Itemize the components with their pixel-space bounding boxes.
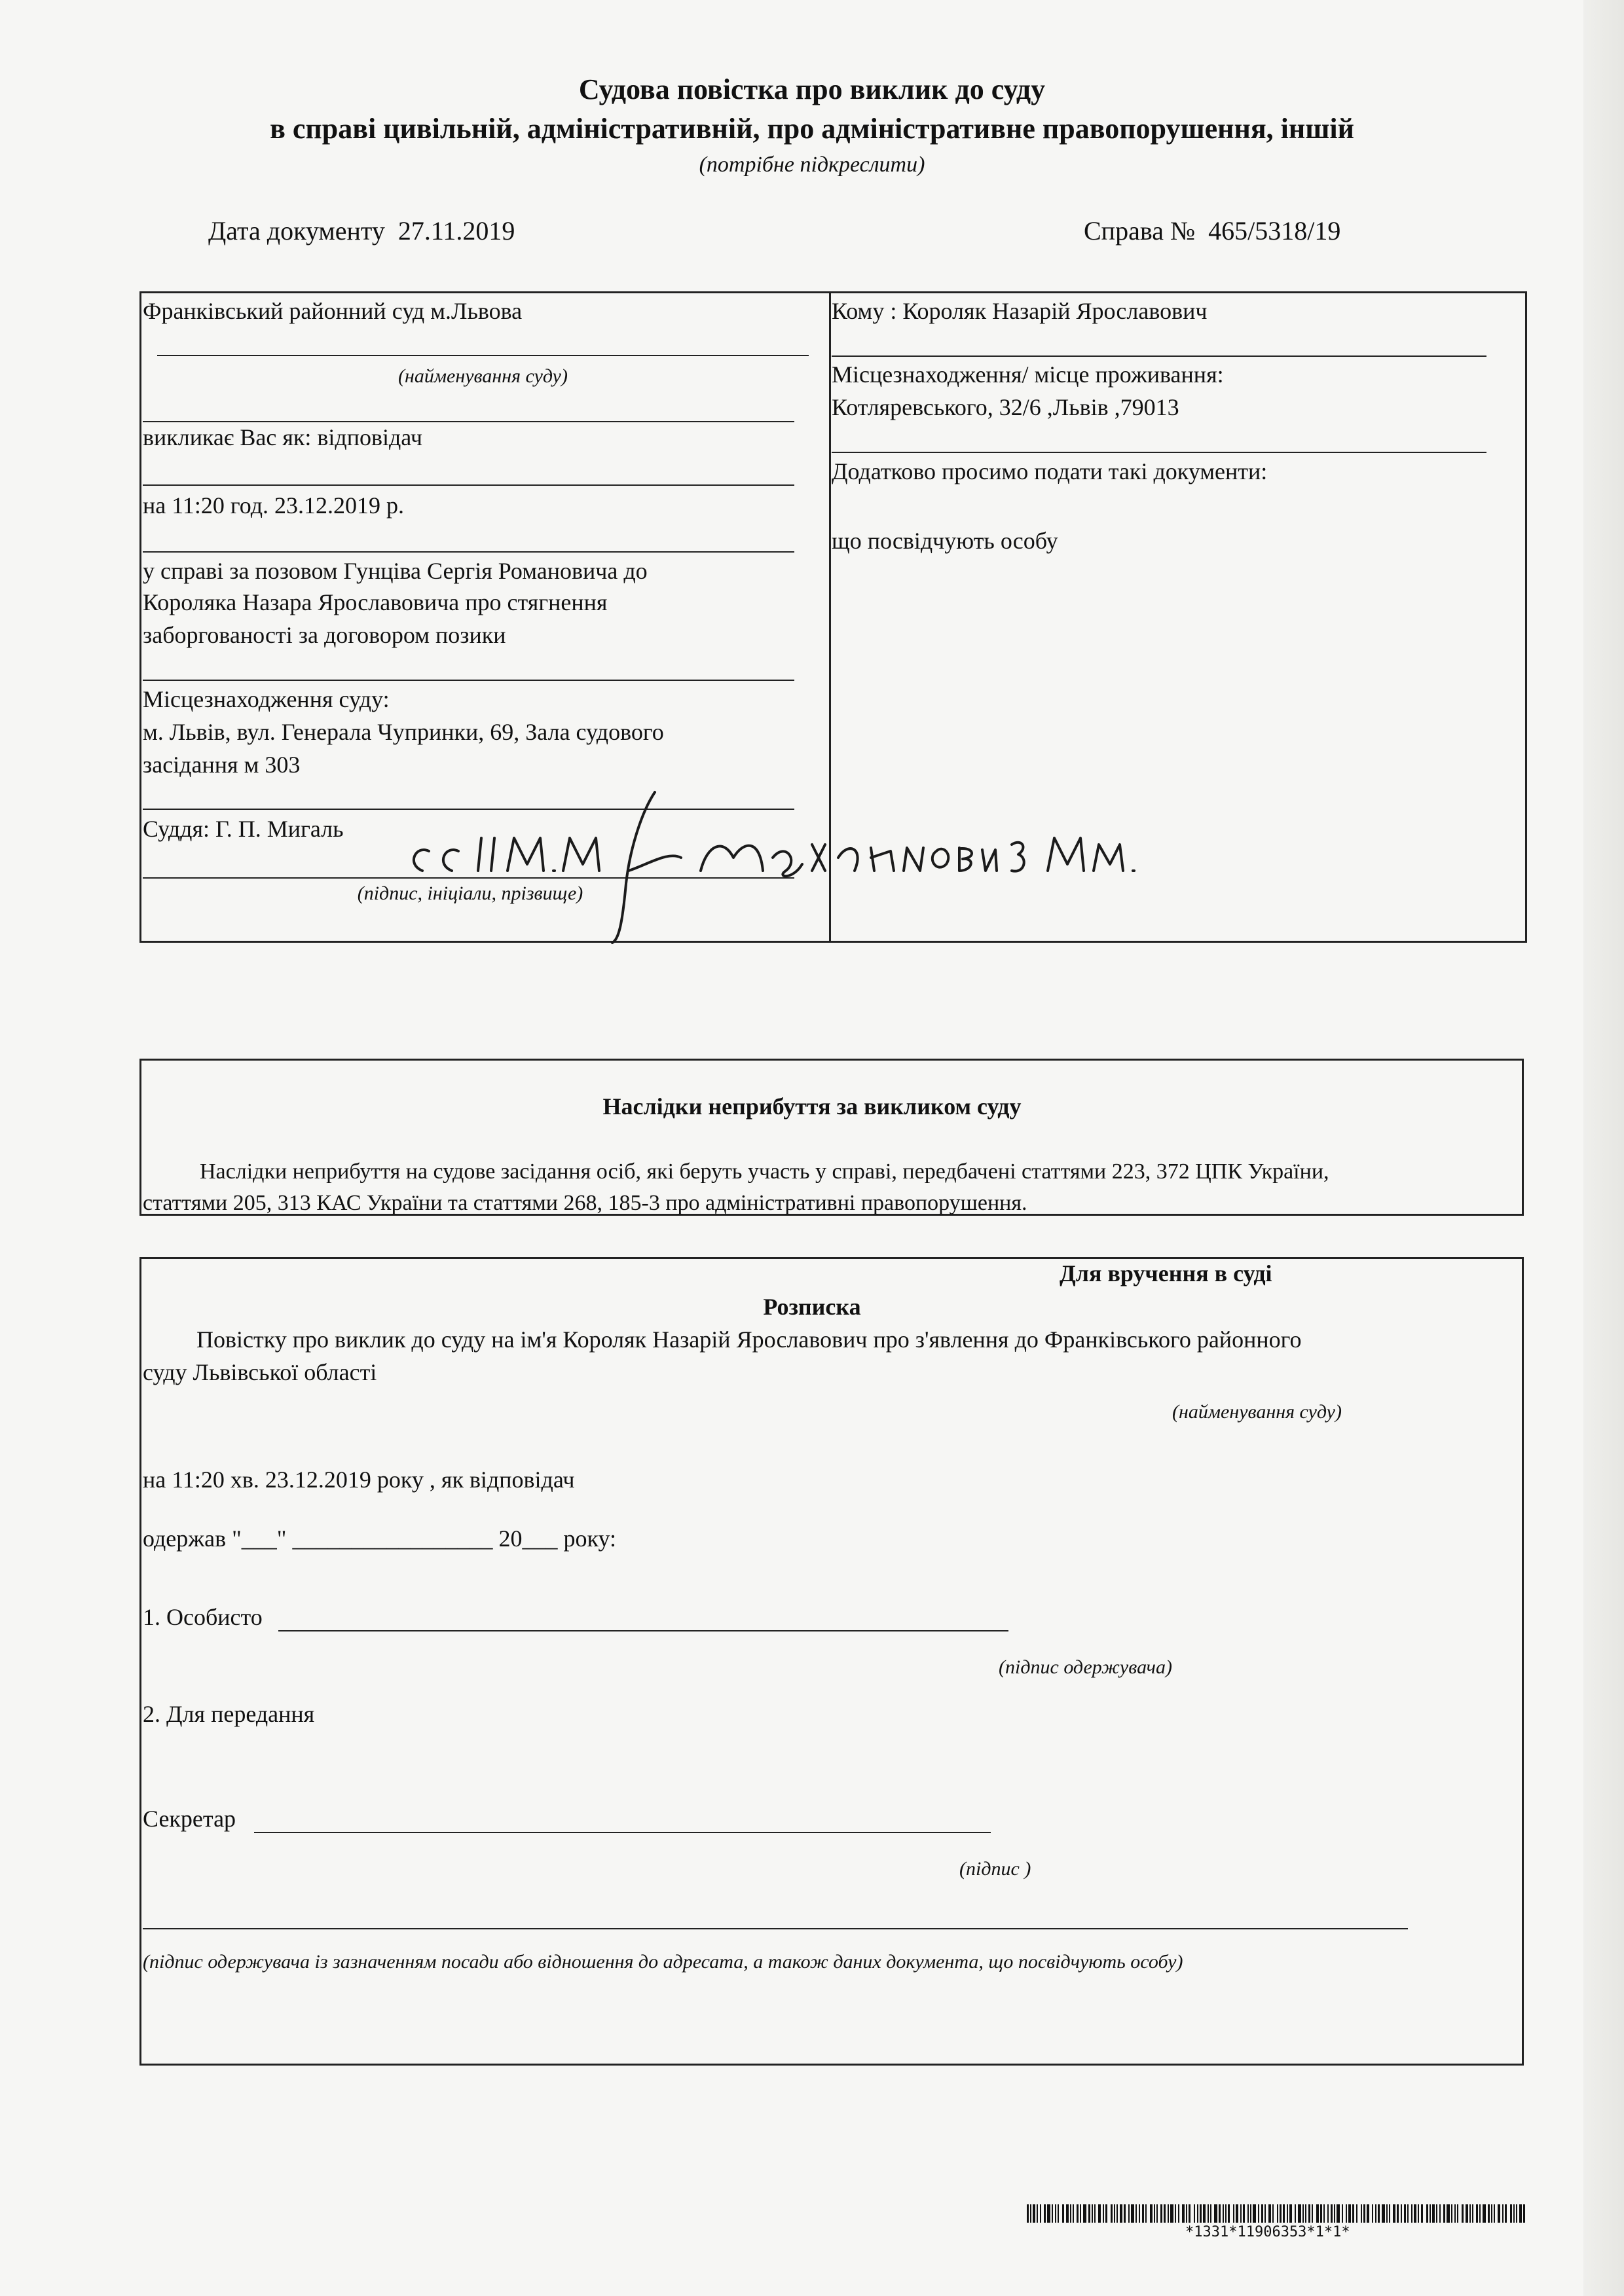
residence-label: Місцезнаходження/ місце проживання: bbox=[832, 361, 1224, 388]
barcode-bar bbox=[1287, 2204, 1288, 2223]
barcode-bar bbox=[1510, 2204, 1512, 2223]
barcode-bar bbox=[1070, 2204, 1071, 2223]
barcode-bar bbox=[1348, 2204, 1351, 2223]
barcode-bar bbox=[1080, 2204, 1081, 2223]
case-description-line-2: Короляка Назара Ярославовича про стягнення bbox=[143, 589, 608, 615]
barcode-bar bbox=[1116, 2204, 1118, 2223]
divider-3 bbox=[143, 551, 794, 553]
barcode-bar bbox=[1305, 2204, 1306, 2223]
residence-value: Котляревського, 32/6 ,Львів ,79013 bbox=[832, 394, 1179, 420]
recipient-underline bbox=[832, 355, 1486, 357]
barcode-bar bbox=[1312, 2204, 1313, 2223]
case-number bbox=[1084, 216, 1340, 246]
barcode-bar bbox=[1516, 2204, 1517, 2223]
barcode-bar bbox=[1418, 2204, 1419, 2223]
barcode-bar bbox=[1283, 2204, 1285, 2223]
barcode-bar bbox=[1094, 2204, 1096, 2223]
barcode-bar bbox=[1519, 2204, 1522, 2223]
barcode-bar bbox=[1200, 2204, 1202, 2223]
secretary-label: Секретар bbox=[143, 1806, 236, 1832]
barcode-bar bbox=[1258, 2204, 1259, 2223]
barcode-bar bbox=[1513, 2204, 1515, 2223]
called-as: викликає Вас як: відповідач bbox=[143, 424, 422, 450]
barcode-bar bbox=[1124, 2204, 1126, 2223]
barcode-bar bbox=[1414, 2204, 1416, 2223]
barcode-bar bbox=[1472, 2204, 1473, 2223]
barcode-bar bbox=[1502, 2204, 1504, 2223]
barcode-bar bbox=[1352, 2204, 1354, 2223]
barcode-bar bbox=[1219, 2204, 1221, 2223]
court-location-label: Місцезнаходження суду: bbox=[143, 686, 390, 712]
barcode-bar bbox=[1033, 2204, 1035, 2223]
barcode-bar bbox=[1466, 2204, 1468, 2223]
barcode-bar bbox=[1382, 2204, 1385, 2223]
barcode-bar bbox=[1393, 2204, 1395, 2223]
barcode-bar bbox=[1040, 2204, 1041, 2223]
barcode-bar bbox=[1261, 2204, 1263, 2223]
barcode-bar bbox=[1168, 2204, 1169, 2223]
barcode-bar bbox=[1367, 2204, 1369, 2223]
barcode-bar bbox=[1208, 2204, 1209, 2223]
court-name: Франківський районний суд м.Львова bbox=[143, 298, 523, 324]
barcode-bar bbox=[1236, 2204, 1238, 2223]
barcode-bar bbox=[1073, 2204, 1074, 2223]
barcode-bar bbox=[1240, 2204, 1242, 2223]
barcode-bar bbox=[1426, 2204, 1428, 2223]
barcode-bar bbox=[1164, 2204, 1166, 2223]
barcode-bar bbox=[1421, 2204, 1423, 2223]
barcode-bar bbox=[1331, 2204, 1333, 2223]
barcode-bar bbox=[1451, 2204, 1452, 2223]
barcode-bar bbox=[1170, 2204, 1173, 2223]
barcode-bar bbox=[1498, 2204, 1500, 2223]
consequences-title: Наслідки неприбуття за викликом суду bbox=[602, 1093, 1022, 1120]
barcode-bar bbox=[1142, 2204, 1144, 2223]
barcode-bar bbox=[1154, 2204, 1155, 2223]
barcode-bar bbox=[1103, 2204, 1104, 2223]
judge-name: Суддя: Г. П. Мигаль bbox=[143, 816, 344, 842]
barcode-bar bbox=[1411, 2204, 1412, 2223]
title-line-2: в справі цивільній, адміністративній, про адміністративне правопорушення, іншій bbox=[270, 113, 1354, 145]
page-edge bbox=[1583, 0, 1624, 2296]
personally-label: 1. Особисто bbox=[143, 1604, 263, 1630]
barcode-bar bbox=[1044, 2204, 1046, 2223]
barcode-bar bbox=[1047, 2204, 1050, 2223]
barcode-bar bbox=[1342, 2204, 1343, 2223]
barcode-bar bbox=[1476, 2204, 1478, 2223]
signature-caption: (підпис, ініціали, прізвище) bbox=[357, 883, 583, 904]
barcode-bar bbox=[1027, 2204, 1029, 2223]
barcode-bar bbox=[1083, 2204, 1086, 2223]
barcode-bar bbox=[1247, 2204, 1249, 2223]
barcode-bar bbox=[1194, 2204, 1195, 2223]
receipt-line-2: суду Львівської області bbox=[143, 1359, 377, 1385]
barcode-bar bbox=[1289, 2204, 1292, 2223]
barcode-bar bbox=[1150, 2204, 1153, 2223]
barcode-bar bbox=[1114, 2204, 1115, 2223]
received-line: одержав "___" _________________ 20___ року: bbox=[143, 1525, 617, 1552]
barcode-bar bbox=[1066, 2204, 1069, 2223]
case-value: 465/5318/19 bbox=[1208, 216, 1341, 246]
barcode-bar bbox=[1092, 2204, 1093, 2223]
barcode-bar bbox=[1432, 2204, 1435, 2223]
barcode-bar bbox=[1277, 2204, 1278, 2223]
barcode-bar bbox=[1233, 2204, 1234, 2223]
barcode-bar bbox=[1131, 2204, 1134, 2223]
documents-value: що посвідчують особу bbox=[832, 528, 1058, 554]
barcode-bar bbox=[1488, 2204, 1490, 2223]
barcode-bar bbox=[1407, 2204, 1409, 2223]
barcode-bar bbox=[1197, 2204, 1198, 2223]
case-description-line-3: заборгованості за договором позики bbox=[143, 622, 506, 648]
for-court-delivery: Для вручення в суді bbox=[1060, 1260, 1272, 1286]
divider-2 bbox=[143, 484, 794, 486]
barcode-bar bbox=[1454, 2204, 1456, 2223]
barcode-bar bbox=[1055, 2204, 1056, 2223]
barcode-bar bbox=[1120, 2204, 1122, 2223]
barcode-bar bbox=[1479, 2204, 1481, 2223]
barcode-bar bbox=[1302, 2204, 1304, 2223]
barcode-bar bbox=[1030, 2204, 1031, 2223]
secretary-signature-line bbox=[254, 1832, 991, 1833]
receipt-time-line: на 11:20 хв. 23.12.2019 року , як відповідач bbox=[143, 1467, 575, 1493]
secretary-sign-caption: (підпис ) bbox=[959, 1858, 1031, 1880]
receipt-line-1: Повістку про виклик до суду на ім'я Короляк Назарій Ярославович про з'явлення до Франківського районного bbox=[196, 1326, 1302, 1353]
barcode-bar bbox=[1098, 2204, 1101, 2223]
receipt-court-caption: (найменування суду) bbox=[1172, 1401, 1342, 1423]
barcode-bar bbox=[1058, 2204, 1059, 2223]
barcode-text: *1331*11906353*1*1* bbox=[1185, 2224, 1350, 2240]
bottom-caption: (підпис одержувача із зазначенням посади або відношення до адресата, а також даних документа, що посвідчують особу) bbox=[143, 1951, 1183, 1973]
barcode-bar bbox=[1178, 2204, 1179, 2223]
barcode-bar bbox=[1228, 2204, 1230, 2223]
barcode-bar bbox=[1280, 2204, 1282, 2223]
document-date bbox=[208, 216, 515, 246]
barcode-bar bbox=[1145, 2204, 1147, 2223]
case-description-line-1: у справі за позовом Гунціва Сергія Романовича до bbox=[143, 558, 648, 584]
barcode bbox=[1027, 2204, 1531, 2223]
barcode-bar bbox=[1439, 2204, 1441, 2223]
barcode-bar bbox=[1386, 2204, 1388, 2223]
barcode-bar bbox=[1243, 2204, 1245, 2223]
barcode-bar bbox=[1430, 2204, 1431, 2223]
barcode-bar bbox=[1156, 2204, 1158, 2223]
court-name-underline bbox=[157, 355, 809, 356]
handwritten-signature bbox=[367, 773, 1139, 949]
barcode-bar bbox=[1378, 2204, 1380, 2223]
barcode-bar bbox=[1323, 2204, 1325, 2223]
barcode-bar bbox=[1375, 2204, 1376, 2223]
for-transfer-label: 2. Для передання bbox=[143, 1701, 315, 1727]
divider-1 bbox=[143, 421, 794, 422]
barcode-bar bbox=[1189, 2204, 1190, 2223]
residence-underline bbox=[832, 452, 1486, 453]
barcode-bar bbox=[1316, 2204, 1319, 2223]
bottom-signature-line bbox=[143, 1928, 1408, 1929]
barcode-bar bbox=[1436, 2204, 1437, 2223]
barcode-bar bbox=[1361, 2204, 1362, 2223]
barcode-bar bbox=[1308, 2204, 1310, 2223]
barcode-bar bbox=[1105, 2204, 1107, 2223]
barcode-bar bbox=[1469, 2204, 1471, 2223]
barcode-bar bbox=[1139, 2204, 1140, 2223]
barcode-bar bbox=[1111, 2204, 1113, 2223]
barcode-bar bbox=[1401, 2204, 1402, 2223]
barcode-bar bbox=[1250, 2204, 1251, 2223]
court-location-line-2: засідання м 303 bbox=[143, 752, 301, 778]
barcode-bar bbox=[1494, 2204, 1495, 2223]
barcode-bar bbox=[1327, 2204, 1329, 2223]
barcode-bar bbox=[1397, 2204, 1399, 2223]
barcode-bar bbox=[1077, 2204, 1079, 2223]
barcode-bar bbox=[1346, 2204, 1347, 2223]
barcode-bar bbox=[1175, 2204, 1176, 2223]
barcode-bar bbox=[1363, 2204, 1365, 2223]
date-label: Дата документу bbox=[208, 216, 385, 246]
recipient-name: Кому : Короляк Назарій Ярославович bbox=[832, 298, 1208, 324]
divider-4 bbox=[143, 680, 794, 681]
barcode-bar bbox=[1443, 2204, 1445, 2223]
barcode-bar bbox=[1298, 2204, 1301, 2223]
barcode-bar bbox=[1356, 2204, 1357, 2223]
barcode-bar bbox=[1523, 2204, 1525, 2223]
barcode-bar bbox=[1491, 2204, 1492, 2223]
date-value: 27.11.2019 bbox=[397, 216, 515, 246]
barcode-bar bbox=[1210, 2204, 1211, 2223]
court-name-caption: (найменування суду) bbox=[398, 365, 568, 387]
barcode-bar bbox=[1223, 2204, 1224, 2223]
barcode-bar bbox=[1253, 2204, 1256, 2223]
subtitle: (потрібне підкреслити) bbox=[699, 153, 925, 177]
case-label: Справа № bbox=[1084, 216, 1196, 246]
barcode-bar bbox=[1447, 2204, 1450, 2223]
barcode-bar bbox=[1037, 2204, 1038, 2223]
barcode-bar bbox=[1457, 2204, 1458, 2223]
title-line-1: Судова повістка про виклик до суду bbox=[578, 73, 1046, 105]
barcode-bar bbox=[1389, 2204, 1390, 2223]
barcode-bar bbox=[1462, 2204, 1464, 2223]
barcode-bar bbox=[1214, 2204, 1217, 2223]
barcode-bar bbox=[1334, 2204, 1335, 2223]
hearing-time: на 11:20 год. 23.12.2019 р. bbox=[143, 492, 405, 519]
barcode-bar bbox=[1264, 2204, 1266, 2223]
barcode-bar bbox=[1088, 2204, 1090, 2223]
barcode-bar bbox=[1062, 2204, 1064, 2223]
barcode-bar bbox=[1320, 2204, 1322, 2223]
personally-signature-line bbox=[278, 1630, 1008, 1631]
barcode-bar bbox=[1182, 2204, 1185, 2223]
barcode-bar bbox=[1372, 2204, 1373, 2223]
receipt-title: Розписка bbox=[763, 1294, 861, 1320]
barcode-bar bbox=[1225, 2204, 1227, 2223]
barcode-bar bbox=[1404, 2204, 1406, 2223]
court-location-line-1: м. Львів, вул. Генерала Чупринки, 69, Зала судового bbox=[143, 719, 664, 745]
barcode-bar bbox=[1052, 2204, 1053, 2223]
barcode-bar bbox=[1128, 2204, 1130, 2223]
barcode-bar bbox=[1135, 2204, 1137, 2223]
barcode-bar bbox=[1295, 2204, 1296, 2223]
barcode-bar bbox=[1203, 2204, 1206, 2223]
barcode-bar bbox=[1160, 2204, 1162, 2223]
barcode-bar bbox=[1483, 2204, 1486, 2223]
recipient-signature-caption: (підпис одержувача) bbox=[999, 1656, 1172, 1678]
consequences-text-line-2: статтями 205, 313 КАС України та статтями 268, 185-3 про адміністративні правопорушення. bbox=[143, 1191, 1027, 1215]
barcode-bar bbox=[1337, 2204, 1340, 2223]
barcode-bar bbox=[1186, 2204, 1187, 2223]
barcode-bar bbox=[1505, 2204, 1507, 2223]
barcode-bar bbox=[1268, 2204, 1271, 2223]
consequences-text-line-1: Наслідки неприбуття на судове засідання осіб, які беруть участь у справі, передбачені статтями 223, 372 ЦПК України, bbox=[200, 1159, 1329, 1184]
documents-label: Додатково просимо подати такі документи: bbox=[832, 458, 1268, 484]
barcode-bar bbox=[1272, 2204, 1274, 2223]
